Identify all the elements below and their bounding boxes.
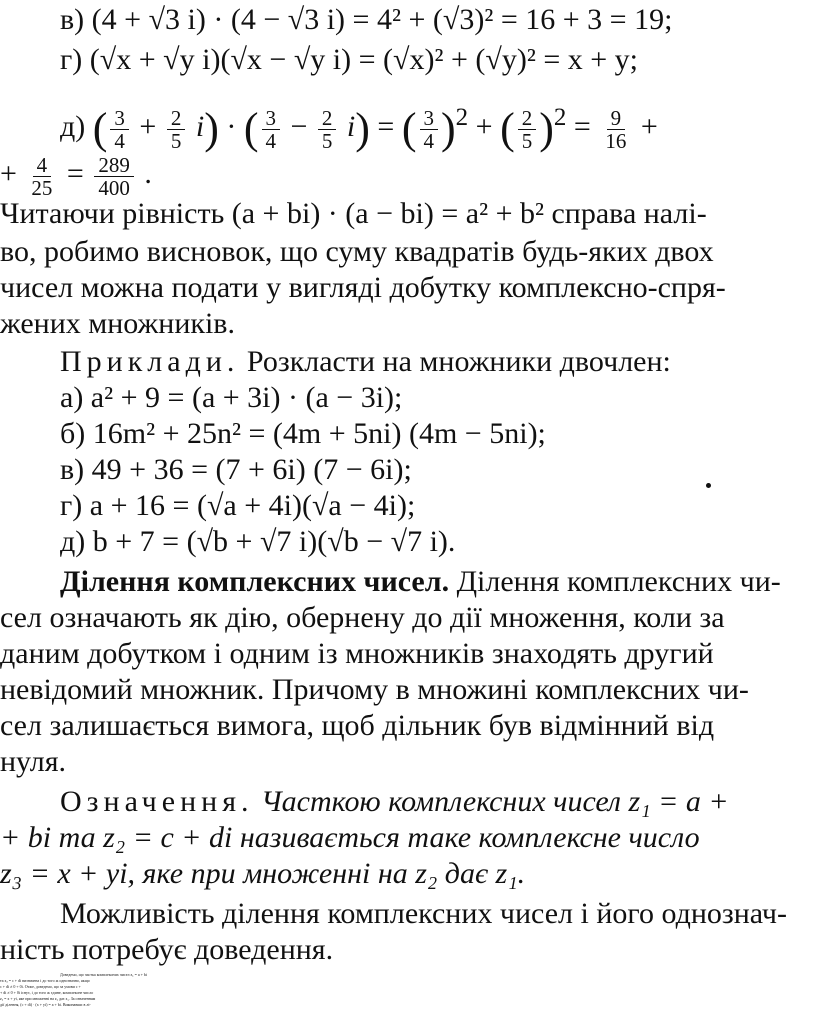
division-line-6: нуля. <box>0 745 67 778</box>
definition-line-3 <box>0 856 836 896</box>
division-title: Ділення комплексних чисел. <box>60 565 450 598</box>
division-line-5: сел залишається вимога, щоб дільник був відмінний від <box>0 709 715 742</box>
para3-line-1: Доведемо, що частка комплексних чисел z₁ = a + bi <box>60 972 148 977</box>
para1-line-1: Читаючи рівність (a + bi) · (a − bi) = a² + b² справа налі- <box>0 197 707 230</box>
para3-line-3: c + di ≠ 0 + 0i. Отже, доведемо, що за умови c + <box>0 984 81 989</box>
equation-d-label: д) <box>60 110 86 143</box>
division-text-1: Ділення комплексних чи- <box>456 565 781 598</box>
examples-heading: Приклади. <box>60 345 240 378</box>
equation-g: г) (√x + √y i)(√x − √y i) = (√x)² + (√y)² = x + y; <box>60 43 639 76</box>
para3-line-6: дії ділення, (c + di) · (x + yi) = a + bi. Виконавши в лі- <box>0 1002 91 1007</box>
definition-heading: Означення. <box>60 785 254 818</box>
definition-text-3: z₃ = x + yi, яке при множенні на z₂ дає z₁. <box>0 857 526 890</box>
definition-line-1 <box>60 784 836 824</box>
para3-line-2: та z₂ = c + di визначена і до того ж однозначно, якщо <box>0 978 90 983</box>
definition-line-2 <box>0 820 836 860</box>
example-g: г) a + 16 = (√a + 4i)(√a − 4i); <box>60 489 416 522</box>
print-speck <box>706 483 711 488</box>
definition-text-2: + bi та z₂ = c + di називається таке комплексне число <box>0 821 700 854</box>
examples-intro: Розкласти на множники двочлен: <box>246 345 671 378</box>
para1-line-3: чисел можна подати у вигляді добутку комплексно-спря- <box>0 271 726 304</box>
examples-heading-line <box>60 344 836 384</box>
example-d: д) b + 7 = (√b + √7 i)(√b − √7 i). <box>60 525 456 558</box>
example-a: а) a² + 9 = (a + 3i) · (a − 3i); <box>60 381 403 414</box>
equation-d-continuation: + $\frac{4}{25}$ = $\frac{289}{400}$ . <box>0 152 152 200</box>
para3-line-4: + di ≠ 0 + 0i існує, і до того ж єдине, комплексне число <box>0 990 94 995</box>
equation-v: в) (4 + √3 i) · (4 − √3 i) = 4² + (√3)² = 16 + 3 = 19; <box>60 3 673 36</box>
para2-line-1: Можливість ділення комплексних чисел і його однознач- <box>60 897 788 930</box>
division-line-3: даним добутком і одним із множників знаходять другий <box>0 637 714 670</box>
para1-line-4: жених множників. <box>0 307 235 340</box>
definition-text-1: Часткою комплексних чисел z₁ = a + <box>261 785 729 818</box>
example-v: в) 49 + 36 = (7 + 6i) (7 − 6i); <box>60 453 412 486</box>
division-line-4: невідомий множник. Причому в множині комплексних чи- <box>0 673 749 706</box>
para3-line-5: z₃ = x + yi, яке при множенні на z₂ дає z₁. За означенням <box>0 996 96 1001</box>
example-b: б) 16m² + 25n² = (4m + 5ni) (4m − 5ni); <box>60 417 546 450</box>
equation-d: д) ( $\frac{3}{4}$ + $\frac{2}{5}$ i) · ( $\frac{3}{4}$ − $\frac{2}{5}$ i) = ( $\frac{3}{4}$ )$^2$ + ( $\frac{2}{5}$ )$^2$ = $\frac{9}{16}$ + <box>60 104 658 154</box>
para1-line-2: во, робимо висновок, що суму квадратів будь-яких двох <box>0 235 714 268</box>
division-line-2: сел означають як дію, обернену до дії множення, коли за <box>0 601 725 634</box>
para2-line-2: ність потребує доведення. <box>0 933 334 966</box>
division-line-1 <box>60 564 836 604</box>
